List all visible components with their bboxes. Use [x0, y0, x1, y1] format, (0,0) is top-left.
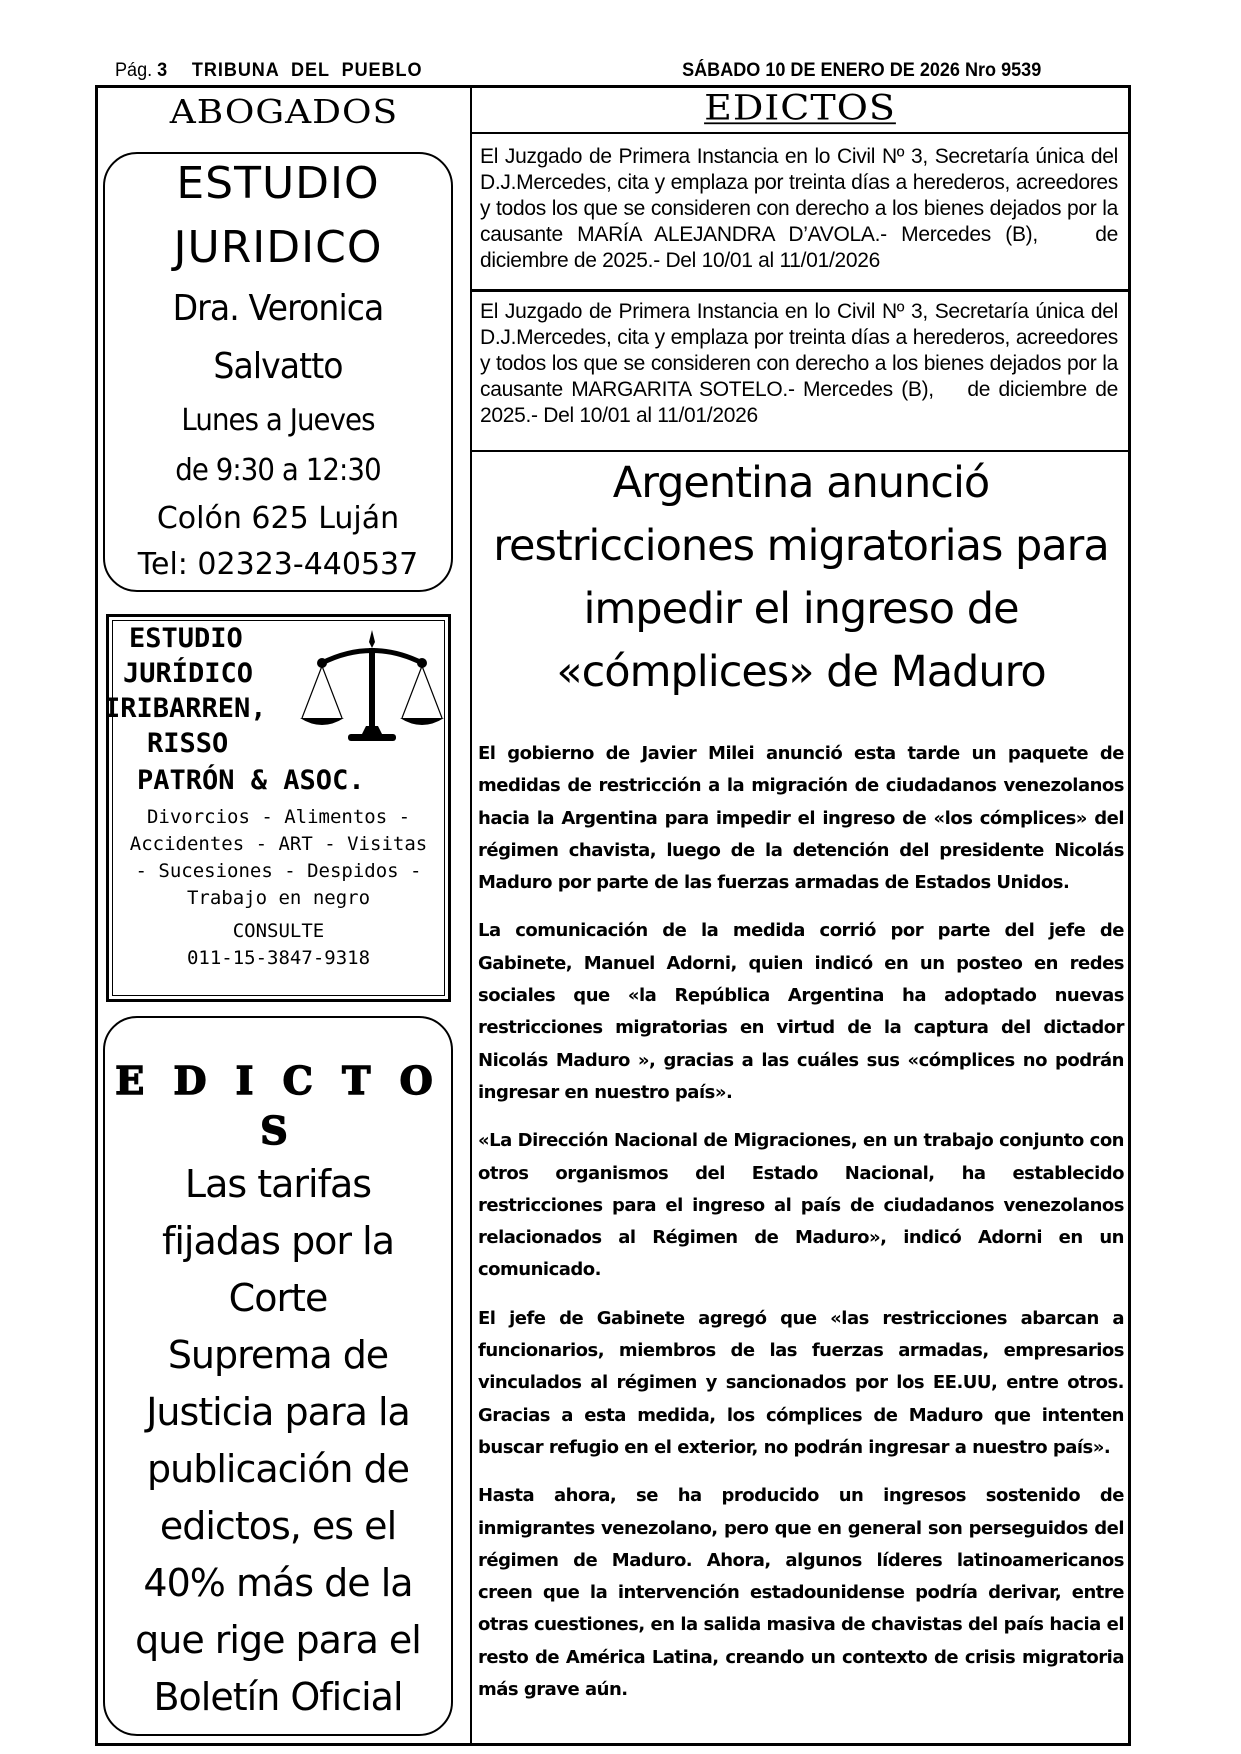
ad-line: de 9:30 a 12:30 — [175, 453, 381, 488]
ad-line: 40% más de la — [143, 1561, 413, 1605]
page-label: Pág. — [115, 60, 153, 81]
page-header — [115, 60, 1079, 84]
service-line: - Sucesiones - Despidos - — [135, 860, 422, 882]
ad-line: Justicia para la — [146, 1390, 410, 1434]
article-paragraph: El jefe de Gabinete agregó que «las restricciones abarcan a funcionarios, miembros de las fuerzas armadas, empresarios vinculados al régimen y sancionados por los EE.UU, entre otros. Gracias a esta medida, los cómplices de Maduro que intenten buscar refugio en el exterior, no podrán ingresar a nuestro país». — [478, 1307, 1124, 1458]
service-line: Trabajo en negro — [186, 887, 371, 909]
edictos-section-title — [472, 86, 1128, 134]
ad-name-line: RISSO — [147, 728, 229, 759]
article-paragraph: «La Dirección Nacional de Migraciones, en un trabajo conjunto con otros organismos del Estado Nacional, ha establecido restricciones para el ingreso al país de ciudadanos venezolanos relacionados al Régimen de Maduro», indicó Adorni en un comunicado. — [478, 1130, 1124, 1281]
ad-address: Colón 625 Luján — [156, 501, 400, 536]
ad-phone: Tel: 02323-440537 — [137, 547, 419, 582]
edict-item: El Juzgado de Primera Instancia en lo Civil Nº 3, Secretaría única del D.J.Mercedes, cita y emplaza por treinta días a herederos, acreedores y todos los que se consideren con derecho a los bienes dejados por la causante MARGARITA SOTELO.- Mercedes (B), de diciembre de 2025.- Del 10/01 al 11/01/2026 — [472, 295, 1128, 452]
article-paragraph: Hasta ahora, se ha producido un ingresos sostenido de inmigrantes venezolano, pero que en general son perseguidos del régimen de Maduro. Ahora, algunos líderes latinoamericanos creen que la intervención estadounidense podría derivar, entre otras cuestiones, en la salida masiva de chavistas del país hacia el resto de América Latina, creando un contexto de crisis migratoria más grave aún. — [478, 1485, 1124, 1701]
ad-line: que rige para el — [135, 1618, 421, 1662]
ad-edictos-tarifas — [103, 1016, 453, 1736]
edictos-title-text: EDICTOS — [704, 88, 896, 128]
ad-line: publicación de — [147, 1447, 409, 1491]
issue-date: SÁBADO 10 DE ENERO DE 2026 Nro 9539 — [682, 60, 1042, 81]
ad-line: Lunes a Jueves — [181, 403, 375, 438]
section-title-abogados: ABOGADOS — [169, 94, 399, 131]
headline-line: Argentina anunció — [612, 458, 990, 508]
article-paragraph: El gobierno de Javier Milei anunció esta tarde un paquete de medidas de restricción a la migración de ciudadanos venezolanos hacia la Argentina para impedir el ingreso de «los cómplices» del régimen chavista, luego de la detención del presidente Nicolás Maduro por parte de las fuerzas armadas de Estados Unidos. — [478, 743, 1124, 894]
ad-line: ESTUDIO — [176, 158, 380, 209]
ad-title: E D I C T O S — [115, 1058, 441, 1153]
article-body — [478, 738, 1124, 1722]
edict-item: El Juzgado de Primera Instancia en lo Civil Nº 3, Secretaría única del D.J.Mercedes, cita y emplaza por treinta días a herederos, acreedores y todos los que se consideren con derecho a los bienes dejados por la causante MARÍA ALEJANDRA D’AVOLA.- Mercedes (B), de diciembre de 2025.- Del 10/01 al 11/01/2026 — [472, 140, 1128, 292]
article-paragraph: La comunicación de la medida corrió por parte del jefe de Gabinete, Manuel Adorni, quien indicó en un posteo en redes sociales que «la República Argentina ha adoptado nuevas restricciones migratorias en virtud de la captura del dictador Nicolás Maduro », gracias a las cuáles sus «cómplices no podrán ingresar en nuestro país». — [478, 920, 1124, 1103]
ad-name-line: IRIBARREN, — [104, 693, 267, 724]
ad-name-line: ESTUDIO — [129, 623, 243, 654]
ad-phone: 011-15-3847-9318 — [186, 947, 371, 969]
headline-line: «cómplices» de Maduro — [556, 647, 1046, 697]
ad-line: JURIDICO — [173, 222, 383, 273]
ad-name-line: JURÍDICO — [123, 658, 254, 689]
ad-line: Las tarifas — [184, 1162, 372, 1206]
ad-line: Boletín Oficial — [153, 1675, 403, 1719]
ad-services — [109, 804, 448, 972]
article-headline — [476, 452, 1126, 704]
service-line: Divorcios - Alimentos - — [146, 806, 411, 828]
ad-cta: CONSULTE — [232, 920, 325, 942]
page-number: 3 — [157, 60, 168, 81]
ad-line: Salvatto — [213, 346, 343, 387]
ad-name-line: PATRÓN & ASOC. — [137, 765, 365, 796]
headline-line: impedir el ingreso de — [583, 584, 1019, 634]
ad-estudio-juridico-salvatto — [103, 152, 453, 592]
ad-line: Suprema de — [167, 1333, 389, 1377]
ad-line: Corte — [228, 1276, 328, 1320]
headline-line: restricciones migratorias para — [493, 521, 1109, 571]
service-line: Accidentes - ART - Visitas — [129, 833, 428, 855]
publication-name: TRIBUNA DEL PUEBLO — [191, 60, 423, 81]
scales-of-justice-icon — [300, 628, 445, 745]
ad-line: Dra. Veronica — [172, 288, 384, 329]
ad-line: fijadas por la — [162, 1219, 394, 1263]
ad-line: edictos, es el — [159, 1504, 397, 1548]
